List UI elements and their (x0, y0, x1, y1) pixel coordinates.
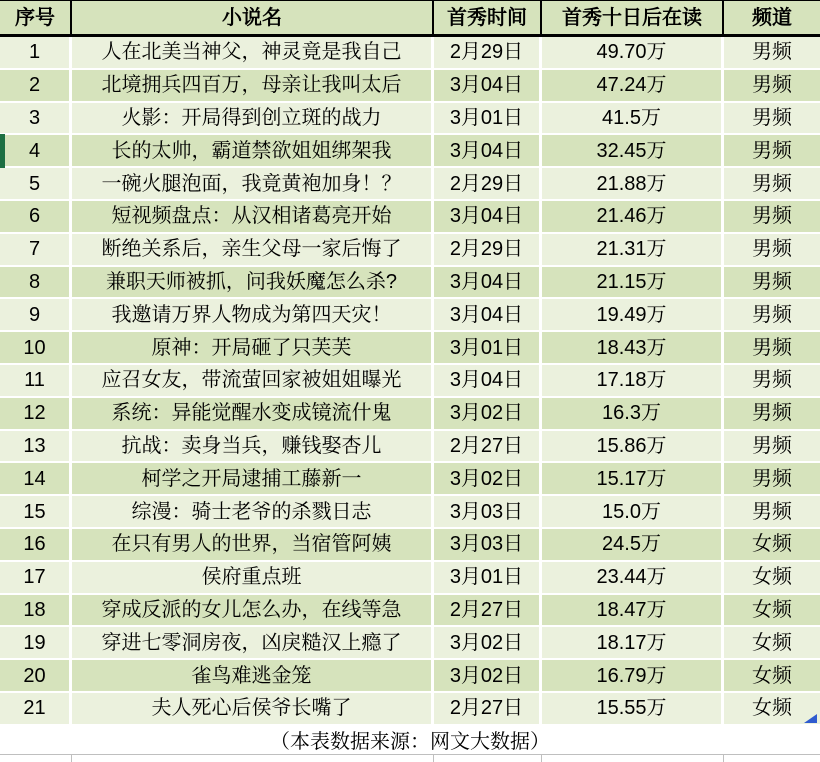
reading-count-cell[interactable]: 24.5万 (542, 529, 724, 562)
gridline (433, 755, 434, 762)
table-row (0, 365, 820, 398)
row-number-cell[interactable]: 12 (0, 398, 72, 431)
table-row (0, 234, 820, 267)
reading-count-cell[interactable]: 41.5万 (542, 103, 724, 136)
channel-cell[interactable]: 男频 (724, 496, 820, 529)
novel-title-cell[interactable]: 抗战：卖身当兵，赚钱娶杏儿 (72, 431, 434, 464)
row-number-cell[interactable]: 11 (0, 365, 72, 398)
novel-title-cell[interactable]: 长的太帅，霸道禁欲姐姐绑架我 (72, 135, 434, 168)
novel-title-cell[interactable]: 断绝关系后，亲生父母一家后悔了 (72, 234, 434, 267)
channel-cell[interactable]: 女频 (724, 595, 820, 628)
table-row (0, 529, 820, 562)
novel-title-cell[interactable]: 系统：异能觉醒水变成镜流什鬼 (72, 398, 434, 431)
row-number-cell[interactable]: 7 (0, 234, 72, 267)
novel-title-cell[interactable]: 北境拥兵四百万，母亲让我叫太后 (72, 70, 434, 103)
table-row (0, 37, 820, 70)
channel-cell[interactable]: 女频 (724, 562, 820, 595)
channel-cell[interactable]: 男频 (724, 168, 820, 201)
channel-cell[interactable]: 男频 (724, 463, 820, 496)
row-number-cell[interactable]: 9 (0, 299, 72, 332)
debut-date-cell[interactable]: 3月04日 (434, 135, 542, 168)
channel-cell[interactable]: 男频 (724, 332, 820, 365)
debut-date-cell[interactable]: 2月29日 (434, 168, 542, 201)
reading-count-cell[interactable]: 32.45万 (542, 135, 724, 168)
row-number-cell[interactable]: 19 (0, 627, 72, 660)
blue-triangle-marker-icon (804, 714, 817, 723)
row-number-cell[interactable]: 20 (0, 660, 72, 693)
channel-cell[interactable]: 男频 (724, 103, 820, 136)
novel-title-cell[interactable]: 雀鸟难逃金笼 (72, 660, 434, 693)
reading-count-cell[interactable]: 21.46万 (542, 201, 724, 234)
debut-date-cell[interactable]: 3月01日 (434, 562, 542, 595)
channel-cell[interactable]: 男频 (724, 431, 820, 464)
row-number-cell[interactable]: 16 (0, 529, 72, 562)
header-cell-index[interactable]: 序号 (0, 1, 72, 34)
channel-cell[interactable]: 女频 (724, 660, 820, 693)
debut-date-cell[interactable]: 3月02日 (434, 627, 542, 660)
reading-count-cell[interactable]: 16.3万 (542, 398, 724, 431)
row-number-cell[interactable]: 14 (0, 463, 72, 496)
table-row (0, 627, 820, 660)
table-row (0, 168, 820, 201)
channel-cell[interactable]: 男频 (724, 299, 820, 332)
novel-title-cell[interactable]: 短视频盘点：从汉相诸葛亮开始 (72, 201, 434, 234)
header-cell-novel-name[interactable]: 小说名 (72, 1, 434, 34)
debut-date-cell[interactable]: 3月04日 (434, 201, 542, 234)
debut-date-cell[interactable]: 2月29日 (434, 234, 542, 267)
reading-count-cell[interactable]: 18.17万 (542, 627, 724, 660)
reading-count-cell[interactable]: 21.15万 (542, 267, 724, 300)
row-number-cell[interactable]: 21 (0, 693, 72, 726)
row-number-cell[interactable]: 18 (0, 595, 72, 628)
table-row (0, 463, 820, 496)
channel-cell[interactable]: 男频 (724, 398, 820, 431)
table-row (0, 332, 820, 365)
reading-count-cell[interactable]: 17.18万 (542, 365, 724, 398)
channel-cell[interactable]: 男频 (724, 37, 820, 70)
table-header-row (0, 0, 820, 37)
debut-date-cell[interactable]: 2月27日 (434, 595, 542, 628)
reading-count-cell[interactable]: 15.0万 (542, 496, 724, 529)
header-cell-debut-date[interactable]: 首秀时间 (434, 1, 542, 34)
novel-title-cell[interactable]: 夫人死心后侯爷长嘴了 (72, 693, 434, 726)
novel-title-cell[interactable]: 原神：开局砸了只芙芙 (72, 332, 434, 365)
header-cell-reading[interactable]: 首秀十日后在读 (542, 1, 724, 34)
novel-title-cell[interactable]: 人在北美当神父，神灵竟是我自己 (72, 37, 434, 70)
channel-cell[interactable]: 女频 (724, 529, 820, 562)
debut-date-cell[interactable]: 3月04日 (434, 267, 542, 300)
debut-date-cell[interactable]: 3月04日 (434, 365, 542, 398)
row-selection-marker (0, 134, 5, 168)
reading-count-cell[interactable]: 18.43万 (542, 332, 724, 365)
table-row (0, 103, 820, 136)
table-row (0, 562, 820, 595)
table-row (0, 267, 820, 300)
debut-date-cell[interactable]: 3月04日 (434, 70, 542, 103)
debut-date-cell[interactable]: 3月02日 (434, 660, 542, 693)
channel-cell[interactable]: 男频 (724, 201, 820, 234)
table-row (0, 135, 820, 168)
table-row (0, 398, 820, 431)
gridline (723, 755, 724, 762)
channel-cell[interactable]: 女频 (724, 693, 820, 726)
data-source-footer[interactable]: （本表数据来源：网文大数据） (0, 726, 820, 754)
novel-title-cell[interactable]: 应召女友，带流萤回家被姐姐曝光 (72, 365, 434, 398)
debut-date-cell[interactable]: 3月01日 (434, 332, 542, 365)
next-row-partial (0, 754, 820, 762)
row-number-cell[interactable]: 4 (0, 135, 72, 168)
channel-cell[interactable]: 男频 (724, 267, 820, 300)
debut-date-cell[interactable]: 2月29日 (434, 37, 542, 70)
row-number-cell[interactable]: 17 (0, 562, 72, 595)
debut-date-cell[interactable]: 3月03日 (434, 496, 542, 529)
novel-title-cell[interactable]: 兼职天师被抓，问我妖魔怎么杀? (72, 267, 434, 300)
row-number-cell[interactable]: 6 (0, 201, 72, 234)
novel-title-cell[interactable]: 火影：开局得到创立斑的战力 (72, 103, 434, 136)
row-number-cell[interactable]: 10 (0, 332, 72, 365)
reading-count-cell[interactable]: 15.17万 (542, 463, 724, 496)
row-number-cell[interactable]: 3 (0, 103, 72, 136)
reading-count-cell[interactable]: 16.79万 (542, 660, 724, 693)
table-row (0, 299, 820, 332)
table-row (0, 496, 820, 529)
reading-count-cell[interactable]: 18.47万 (542, 595, 724, 628)
channel-cell[interactable]: 女频 (724, 627, 820, 660)
reading-count-cell[interactable]: 15.55万 (542, 693, 724, 726)
table-row (0, 201, 820, 234)
table-body (0, 37, 820, 726)
debut-date-cell[interactable]: 2月27日 (434, 693, 542, 726)
novel-title-cell[interactable]: 我邀请万界人物成为第四天灾！ (72, 299, 434, 332)
row-number-cell[interactable]: 15 (0, 496, 72, 529)
novel-title-cell[interactable]: 穿进七零洞房夜，凶戾糙汉上瘾了 (72, 627, 434, 660)
reading-count-cell[interactable]: 47.24万 (542, 70, 724, 103)
table-row (0, 660, 820, 693)
debut-date-cell[interactable]: 3月01日 (434, 103, 542, 136)
debut-date-cell[interactable]: 3月03日 (434, 529, 542, 562)
reading-count-cell[interactable]: 21.88万 (542, 168, 724, 201)
row-number-cell[interactable]: 2 (0, 70, 72, 103)
row-number-cell[interactable]: 5 (0, 168, 72, 201)
novel-title-cell[interactable]: 侯府重点班 (72, 562, 434, 595)
table-row (0, 431, 820, 464)
novel-title-cell[interactable]: 在只有男人的世界，当宿管阿姨 (72, 529, 434, 562)
gridline (71, 755, 72, 762)
reading-count-cell[interactable]: 49.70万 (542, 37, 724, 70)
novel-title-cell[interactable]: 一碗火腿泡面，我竟黄袍加身！？ (72, 168, 434, 201)
gridline (541, 755, 542, 762)
channel-cell[interactable]: 男频 (724, 365, 820, 398)
header-cell-channel[interactable]: 频道 (724, 1, 820, 34)
table-row (0, 595, 820, 628)
row-number-cell[interactable]: 8 (0, 267, 72, 300)
debut-date-cell[interactable]: 2月27日 (434, 431, 542, 464)
novel-title-cell[interactable]: 综漫：骑士老爷的杀戮日志 (72, 496, 434, 529)
channel-cell[interactable]: 男频 (724, 234, 820, 267)
reading-count-cell[interactable]: 23.44万 (542, 562, 724, 595)
table-row (0, 693, 820, 726)
reading-count-cell[interactable]: 21.31万 (542, 234, 724, 267)
reading-count-cell[interactable]: 15.86万 (542, 431, 724, 464)
row-number-cell[interactable]: 1 (0, 37, 72, 70)
debut-date-cell[interactable]: 3月02日 (434, 398, 542, 431)
channel-cell[interactable]: 男频 (724, 135, 820, 168)
channel-cell[interactable]: 男频 (724, 70, 820, 103)
reading-count-cell[interactable]: 19.49万 (542, 299, 724, 332)
debut-date-cell[interactable]: 3月02日 (434, 463, 542, 496)
row-number-cell[interactable]: 13 (0, 431, 72, 464)
table-row (0, 70, 820, 103)
debut-date-cell[interactable]: 3月04日 (434, 299, 542, 332)
novel-title-cell[interactable]: 柯学之开局逮捕工藤新一 (72, 463, 434, 496)
novel-title-cell[interactable]: 穿成反派的女儿怎么办，在线等急 (72, 595, 434, 628)
